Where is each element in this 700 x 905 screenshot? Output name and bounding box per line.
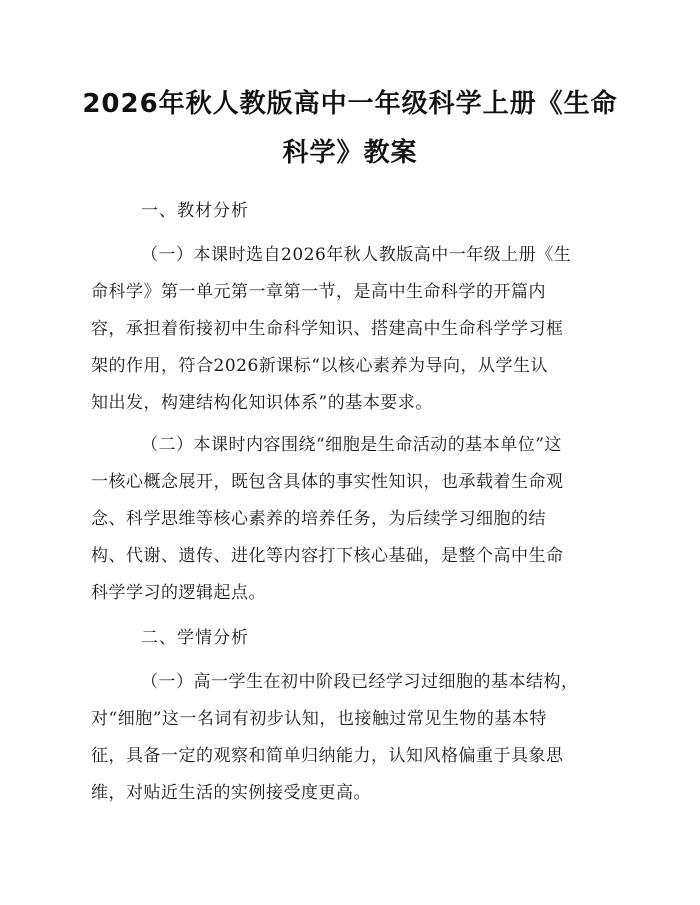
paragraph-line: 容，承担着衔接初中生命科学知识、搭建高中生命科学学习框	[91, 319, 564, 339]
document-title-line-2: 科学》教案	[282, 138, 418, 168]
paragraph-line: 构、代谢、遗传、进化等内容打下核心基础，是整个高中生命	[91, 546, 564, 566]
section-heading-textbook-analysis: 一、教材分析	[141, 201, 249, 221]
paragraph-line: 维，对贴近生活的实例接受度更高。	[91, 783, 371, 803]
paragraph-line: 征，具备一定的观察和简单归纳能力，认知风格偏重于具象思	[91, 746, 564, 766]
paragraph-line: （二）本课时内容围绕“细胞是生命活动的基本单位”这	[141, 435, 562, 455]
section-heading-student-analysis: 二、学情分析	[141, 628, 249, 648]
paragraph-line: 念、科学思维等核心素养的培养任务，为后续学习细胞的结	[91, 509, 546, 529]
paragraph-line: 命科学》第一单元第一章第一节，是高中生命科学的开篇内	[91, 282, 546, 302]
paragraph-line: （一）本课时选自2026年秋人教版高中一年级上册《生	[141, 245, 572, 265]
paragraph-line: 一核心概念展开，既包含具体的事实性知识，也承载着生命观	[91, 472, 564, 492]
document-title-line-1: 2026年秋人教版高中一年级科学上册《生命	[82, 89, 618, 119]
paragraph-line: 对“细胞”这一名词有初步认知，也接触过常见生物的基本特	[91, 709, 547, 729]
paragraph-line: 架的作用，符合2026新课标“以核心素养为导向，从学生认	[91, 356, 548, 376]
paragraph-line: 知出发，构建结构化知识体系”的基本要求。	[91, 393, 433, 413]
paragraph-line: （一）高一学生在初中阶段已经学习过细胞的基本结构，	[141, 672, 579, 692]
paragraph-line: 科学学习的逻辑起点。	[91, 583, 266, 603]
